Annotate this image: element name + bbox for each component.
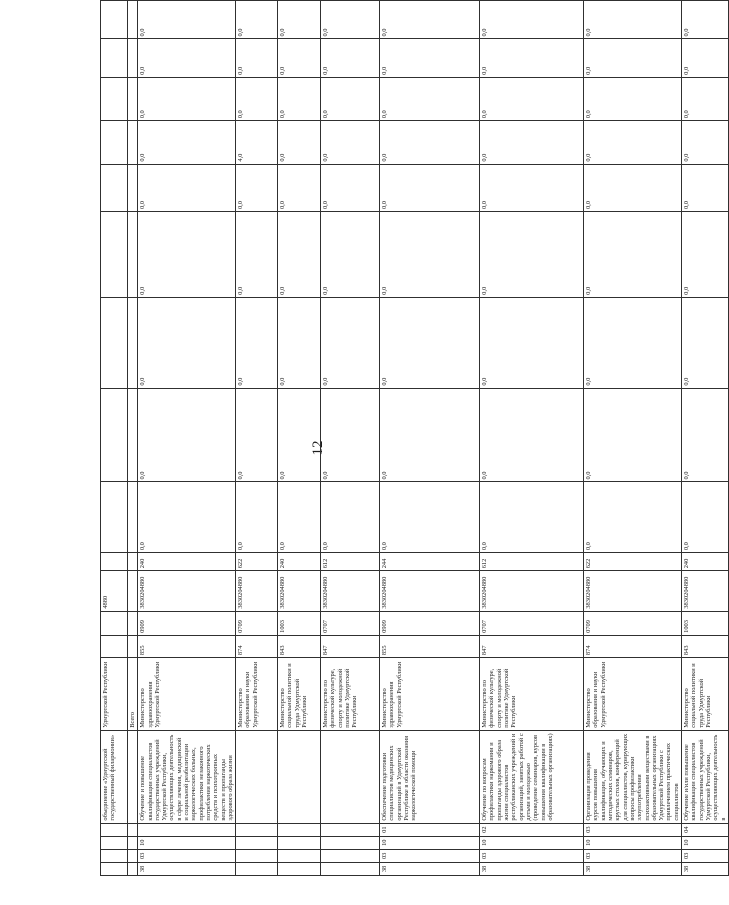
cell-executor: Министерство социальной политики и труда Удмуртской Республики — [278, 658, 321, 731]
cell-grbs: 874 — [236, 635, 278, 657]
cell-m — [138, 823, 236, 836]
cell-v1 — [101, 482, 128, 553]
table-row — [321, 1, 380, 876]
cell-v8: 0,0 — [138, 39, 236, 77]
cell-v7: 0,0 — [380, 77, 480, 120]
cell-v3: 0,0 — [584, 297, 682, 388]
cell-v8: 0,0 — [278, 39, 321, 77]
cell-name: Организация проведения курсов повышения квалификации, обучающих и методических семинаров, круглых столов, конференций для специалистов, курирующих вопросы профилактики злоупотребления психоактивными веществами в образовательных организациях Удмуртской Республики с привлечением практических специалистов — [584, 730, 682, 823]
cell-v9: 0,0 — [480, 1, 584, 40]
cell-v8: 0,0 — [236, 39, 278, 77]
cell-vr: 240 — [682, 553, 729, 571]
cell-gp — [128, 862, 138, 875]
cell-vr — [128, 553, 138, 571]
cell-v1: 0,0 — [278, 482, 321, 553]
table-container — [100, 0, 727, 876]
cell-v6: 0,0 — [584, 121, 682, 164]
cell-rzpr: 0709 — [236, 611, 278, 635]
cell-v1: 0,0 — [321, 482, 380, 553]
cell-grbs: 843 — [278, 635, 321, 657]
cell-grbs: 843 — [682, 635, 729, 657]
cell-v1: 0,0 — [236, 482, 278, 553]
table-row — [584, 1, 682, 876]
cell-v5: 0,0 — [236, 164, 278, 211]
cell-v1 — [128, 482, 138, 553]
cell-rzpr: 0707 — [321, 611, 380, 635]
cell-name — [236, 730, 278, 823]
cell-v7 — [128, 77, 138, 120]
cell-gp — [278, 862, 321, 875]
cell-v1: 0,0 — [480, 482, 584, 553]
cell-v4 — [101, 212, 128, 298]
cell-v2: 0,0 — [138, 388, 236, 482]
cell-v6: 0,0 — [380, 121, 480, 164]
cell-m: 02 — [480, 823, 584, 836]
cell-v6 — [101, 121, 128, 164]
cell-v9: 0,0 — [380, 1, 480, 40]
table-row — [380, 1, 480, 876]
cell-v3 — [101, 297, 128, 388]
cell-v5: 0,0 — [682, 164, 729, 211]
cell-v2: 0,0 — [321, 388, 380, 482]
cell-grbs: 874 — [584, 635, 682, 657]
cell-pp — [321, 849, 380, 862]
cell-v6: 0,0 — [321, 121, 380, 164]
cell-executor: Министерство по физической культуре, спорту и молодежной политике Удмуртской Республики — [480, 658, 584, 731]
cell-executor: Министерство по физической культуре, спорту и молодежной политике Удмуртской Республики — [321, 658, 380, 731]
cell-v4: 0,0 — [380, 212, 480, 298]
cell-v3: 0,0 — [380, 297, 480, 388]
cell-v3: 0,0 — [278, 297, 321, 388]
cell-pp: 03 — [380, 849, 480, 862]
cell-vr: 240 — [138, 553, 236, 571]
table-row — [682, 1, 729, 876]
cell-gp: 38 — [584, 862, 682, 875]
cell-v2 — [128, 388, 138, 482]
cell-vr — [101, 553, 128, 571]
cell-m — [236, 823, 278, 836]
cell-m — [128, 823, 138, 836]
cell-grbs: 847 — [480, 635, 584, 657]
cell-v2 — [101, 388, 128, 482]
cell-executor: Министерство образования и науки Удмуртской Республики — [584, 658, 682, 731]
cell-vr: 612 — [480, 553, 584, 571]
cell-v3: 0,0 — [138, 297, 236, 388]
cell-om — [101, 836, 128, 849]
cell-rzpr: 0909 — [380, 611, 480, 635]
cell-grbs: 847 — [321, 635, 380, 657]
cell-pp — [101, 849, 128, 862]
cell-pp: 03 — [584, 849, 682, 862]
cell-pp — [236, 849, 278, 862]
cell-v6: 0,0 — [138, 121, 236, 164]
cell-om: 10 — [138, 836, 236, 849]
cell-v7: 0,0 — [278, 77, 321, 120]
cell-v9: 0,0 — [138, 1, 236, 40]
cell-v7: 0,0 — [480, 77, 584, 120]
cell-om: 10 — [380, 836, 480, 849]
cell-gp — [101, 862, 128, 875]
cell-v3: 0,0 — [236, 297, 278, 388]
cell-gp: 38 — [138, 862, 236, 875]
cell-v3: 0,0 — [682, 297, 729, 388]
cell-executor: Всего — [128, 658, 138, 731]
cell-m — [321, 823, 380, 836]
cell-grbs: 855 — [380, 635, 480, 657]
cell-v9: 0,0 — [682, 1, 729, 40]
cell-v8: 0,0 — [480, 39, 584, 77]
cell-v4 — [128, 212, 138, 298]
cell-v4: 0,0 — [321, 212, 380, 298]
cell-v5 — [128, 164, 138, 211]
cell-v9: 0,0 — [236, 1, 278, 40]
cell-name: объединение «Удмуртской государственный филармонии» — [101, 730, 128, 823]
cell-v1: 0,0 — [138, 482, 236, 553]
cell-pp: 03 — [480, 849, 584, 862]
cell-vr: 244 — [380, 553, 480, 571]
cell-vr: 240 — [278, 553, 321, 571]
cell-gp — [236, 862, 278, 875]
cell-name — [321, 730, 380, 823]
cell-csr — [128, 571, 138, 611]
cell-v7: 0,0 — [682, 77, 729, 120]
cell-pp: 03 — [682, 849, 729, 862]
cell-v7: 0,0 — [138, 77, 236, 120]
cell-name — [128, 730, 138, 823]
cell-v4: 0,0 — [278, 212, 321, 298]
cell-v1: 0,0 — [584, 482, 682, 553]
cell-v3: 0,0 — [321, 297, 380, 388]
cell-grbs — [128, 635, 138, 657]
cell-csr: 3830204880 — [138, 571, 236, 611]
cell-om — [128, 836, 138, 849]
cell-v2: 0,0 — [380, 388, 480, 482]
table-row — [138, 1, 236, 876]
cell-csr: 3830204880 — [380, 571, 480, 611]
table-row — [101, 1, 128, 876]
cell-v6 — [128, 121, 138, 164]
cell-v7: 0,0 — [321, 77, 380, 120]
cell-v5: 0,0 — [278, 164, 321, 211]
cell-rzpr: 0707 — [480, 611, 584, 635]
cell-csr: 3830204880 — [236, 571, 278, 611]
cell-v6: 0,0 — [682, 121, 729, 164]
cell-v5: 0,0 — [584, 164, 682, 211]
cell-m: 04 — [682, 823, 729, 836]
cell-csr: 3830204880 — [278, 571, 321, 611]
cell-om: 10 — [584, 836, 682, 849]
cell-rzpr: 0709 — [584, 611, 682, 635]
cell-v2: 0,0 — [682, 388, 729, 482]
cell-v2: 0,0 — [236, 388, 278, 482]
cell-pp — [128, 849, 138, 862]
cell-csr: 3830204880 — [584, 571, 682, 611]
cell-om — [321, 836, 380, 849]
table-row — [278, 1, 321, 876]
cell-executor: Министерство здравоохранения Удмуртской Республики — [138, 658, 236, 731]
cell-v8: 0,0 — [682, 39, 729, 77]
cell-v8: 0,0 — [380, 39, 480, 77]
cell-gp: 38 — [380, 862, 480, 875]
cell-rzpr — [128, 611, 138, 635]
cell-v2: 0,0 — [278, 388, 321, 482]
cell-v9 — [128, 1, 138, 40]
cell-v4: 0,0 — [138, 212, 236, 298]
page-number: 12 — [310, 440, 326, 456]
budget-table — [100, 0, 729, 876]
cell-v5: 0,0 — [321, 164, 380, 211]
cell-m — [101, 823, 128, 836]
cell-v3 — [128, 297, 138, 388]
cell-pp — [278, 849, 321, 862]
cell-v7: 0,0 — [236, 77, 278, 120]
cell-v9: 0,0 — [321, 1, 380, 40]
cell-v5: 0,0 — [380, 164, 480, 211]
cell-gp: 38 — [682, 862, 729, 875]
cell-v6: 0,0 — [278, 121, 321, 164]
cell-v1: 0,0 — [380, 482, 480, 553]
cell-om — [236, 836, 278, 849]
cell-name: Обучение по вопросам профилактики наркомании и пропаганды здорового образа жизни специалистов республиканских учреждений и организаций, занятых работой с детьми и молодежью (проведение семинаров, курсов повышения квалификации в образовательных организациях) — [480, 730, 584, 823]
cell-v6: 4,0 — [236, 121, 278, 164]
cell-m: 03 — [584, 823, 682, 836]
cell-v3: 0,0 — [480, 297, 584, 388]
cell-v7: 0,0 — [584, 77, 682, 120]
cell-vr: 622 — [236, 553, 278, 571]
cell-executor: Удмуртской Республики — [101, 658, 128, 731]
cell-v2: 0,0 — [480, 388, 584, 482]
cell-rzpr: 1003 — [682, 611, 729, 635]
cell-grbs: 855 — [138, 635, 236, 657]
cell-vr: 612 — [321, 553, 380, 571]
table-row — [236, 1, 278, 876]
cell-v4: 0,0 — [480, 212, 584, 298]
cell-om: 10 — [682, 836, 729, 849]
cell-name: Обучение и/или повышение квалификации специалистов государственных учреждений Удмуртской Республики, осуществляющих деятельность в — [682, 730, 729, 823]
cell-executor: Министерство здравоохранения Удмуртской Республики — [380, 658, 480, 731]
cell-name — [278, 730, 321, 823]
table-row — [480, 1, 584, 876]
cell-vr: 622 — [584, 553, 682, 571]
cell-v9: 0,0 — [278, 1, 321, 40]
cell-name: Обеспечение подготовки специалистов медицинских организаций в Удмуртской Республике в области оказания наркологической помощи — [380, 730, 480, 823]
cell-v7 — [101, 77, 128, 120]
cell-executor: Министерство социальной политики и труда Удмуртской Республики — [682, 658, 729, 731]
cell-v9 — [101, 1, 128, 40]
cell-m: 01 — [380, 823, 480, 836]
cell-v1: 0,0 — [682, 482, 729, 553]
cell-v5: 0,0 — [138, 164, 236, 211]
cell-csr: 3830204880 — [682, 571, 729, 611]
cell-v4: 0,0 — [682, 212, 729, 298]
cell-om: 10 — [480, 836, 584, 849]
cell-m — [278, 823, 321, 836]
table-row — [128, 1, 138, 876]
cell-v8 — [128, 39, 138, 77]
cell-v6: 0,0 — [480, 121, 584, 164]
cell-rzpr: 0909 — [138, 611, 236, 635]
cell-v5: 0,0 — [480, 164, 584, 211]
cell-v8: 0,0 — [321, 39, 380, 77]
cell-csr: 3830204880 — [480, 571, 584, 611]
cell-om — [278, 836, 321, 849]
cell-csr: 3830204880 — [321, 571, 380, 611]
cell-v8 — [101, 39, 128, 77]
cell-name: Обучение и повышение квалификации специалистов государственных учреждений Удмуртской Республики, осуществляющих деятельность в сфере лечения, медицинской и социальной реабилитации наркологических больных, профилактики незаконного потребления наркотических средств и психотропных веществ и пропаганды здорового образа жизни — [138, 730, 236, 823]
cell-pp: 03 — [138, 849, 236, 862]
cell-csr: 4880 — [101, 571, 128, 611]
cell-grbs — [101, 635, 128, 657]
cell-gp — [321, 862, 380, 875]
cell-v5 — [101, 164, 128, 211]
cell-rzpr: 1003 — [278, 611, 321, 635]
cell-v2: 0,0 — [584, 388, 682, 482]
cell-v8: 0,0 — [584, 39, 682, 77]
cell-v4: 0,0 — [236, 212, 278, 298]
cell-rzpr — [101, 611, 128, 635]
cell-v9: 0,0 — [584, 1, 682, 40]
cell-gp: 38 — [480, 862, 584, 875]
cell-v4: 0,0 — [584, 212, 682, 298]
cell-executor: Министерство образования и науки Удмуртской Республики — [236, 658, 278, 731]
